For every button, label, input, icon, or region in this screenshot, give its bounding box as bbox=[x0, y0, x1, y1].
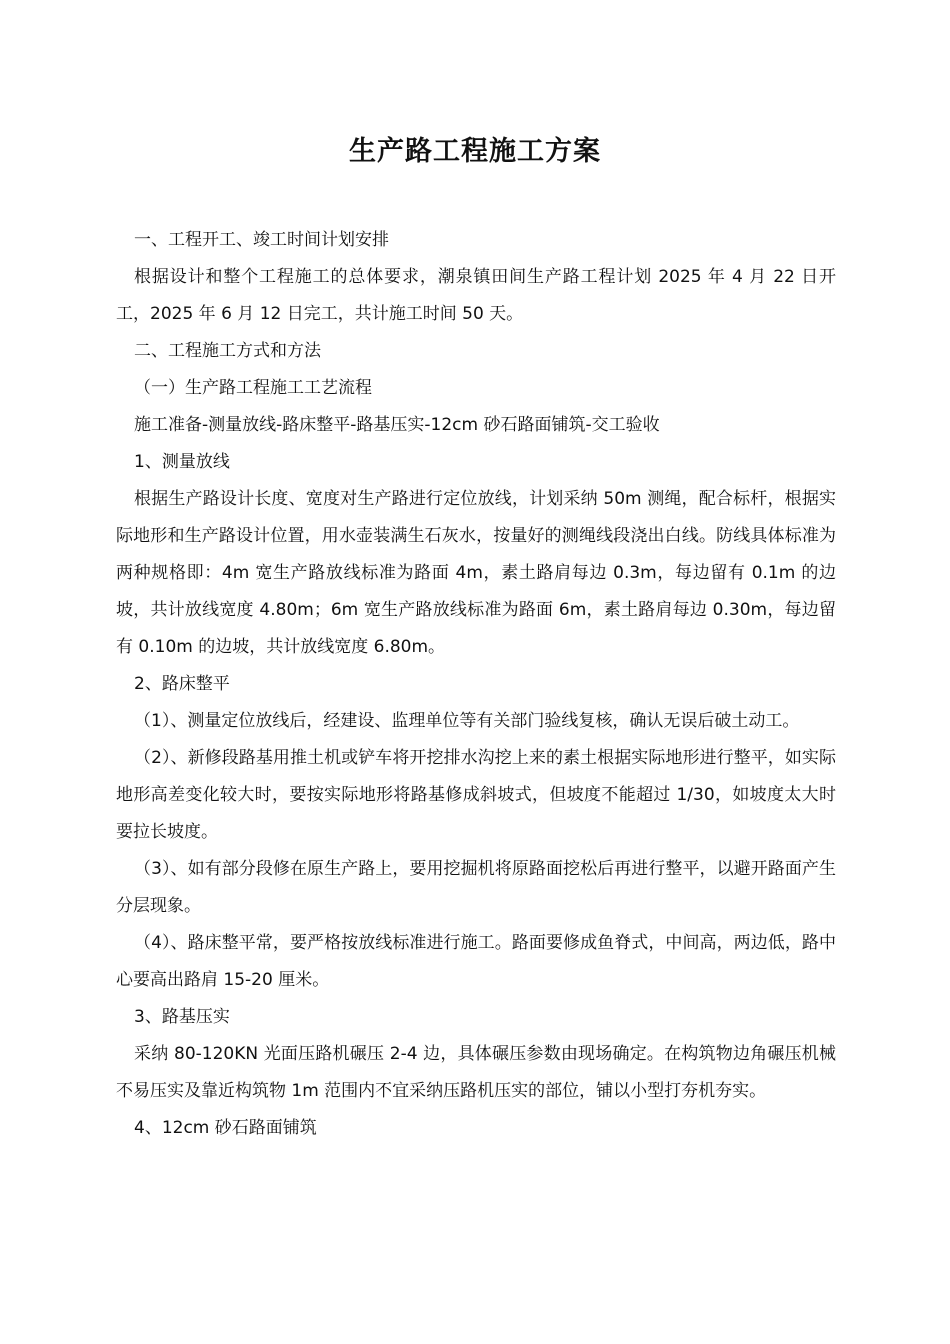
step-heading-gravel-paving: 4、12cm 砂石路面铺筑 bbox=[134, 1118, 317, 1138]
step-heading-leveling: 2、路床整平 bbox=[134, 674, 230, 694]
paragraph-schedule: 根据设计和整个工程施工的总体要求，潮泉镇田间生产路工程计划 2025 年 4 月 22 日开工，2025 年 6 月 12 日完工，共计施工时间 50 天。 bbox=[116, 267, 836, 324]
document-body bbox=[116, 222, 836, 1147]
paragraph-survey: 根据生产路设计长度、宽度对生产路进行定位放线，计划采纳 50m 测绳，配合标杆，根据实际地形和生产路设计位置，用水壶装满生石灰水，按量好的测绳线段浇出白线。防线具体标准为两种规格即：4m 宽生产路放线标准为路面 4m，素土路肩每边 0.3m，每边留有 0.1m 的边坡，共计放线宽度 4.80m；6m 宽生产路放线标准为路面 6m，素土路肩每边 0.30m，每边留有 0.10m 的边坡，共计放线宽度 6.80m。 bbox=[116, 489, 836, 657]
paragraph-leveling-4: （4）、路床整平常，要严格按放线标准进行施工。路面要修成鱼脊式，中间高，两边低，路中心要高出路肩 15-20 厘米。 bbox=[116, 933, 836, 990]
paragraph-process-flow: 施工准备-测量放线-路床整平-路基压实-12cm 砂石路面铺筑-交工验收 bbox=[134, 415, 660, 435]
section-heading-methods: 二、工程施工方式和方法 bbox=[134, 341, 321, 361]
paragraph-leveling-2: （2）、新修段路基用推土机或铲车将开挖排水沟挖上来的素土根据实际地形进行整平，如实际地形高差变化较大时，要按实际地形将路基修成斜坡式，但坡度不能超过 1/30，如坡度太大时要拉长坡度。 bbox=[116, 748, 836, 842]
subsection-heading-process: （一）生产路工程施工工艺流程 bbox=[134, 378, 372, 398]
step-heading-survey: 1、测量放线 bbox=[134, 452, 230, 472]
step-heading-compaction: 3、路基压实 bbox=[134, 1007, 230, 1027]
paragraph-compaction: 采纳 80-120KN 光面压路机碾压 2-4 边，具体碾压参数由现场确定。在构筑物边角碾压机械不易压实及靠近构筑物 1m 范围内不宜采纳压路机压实的部位，铺以小型打夯机夯实。 bbox=[116, 1044, 836, 1101]
paragraph-leveling-3: （3）、如有部分段修在原生产路上，要用挖掘机将原路面挖松后再进行整平，以避开路面产生分层现象。 bbox=[116, 859, 836, 916]
document-title: 生产路工程施工方案 bbox=[349, 136, 601, 167]
section-heading-schedule: 一、工程开工、竣工时间计划安排 bbox=[134, 230, 389, 250]
paragraph-leveling-1: （1）、测量定位放线后，经建设、监理单位等有关部门验线复核，确认无误后破土动工。 bbox=[134, 711, 800, 731]
